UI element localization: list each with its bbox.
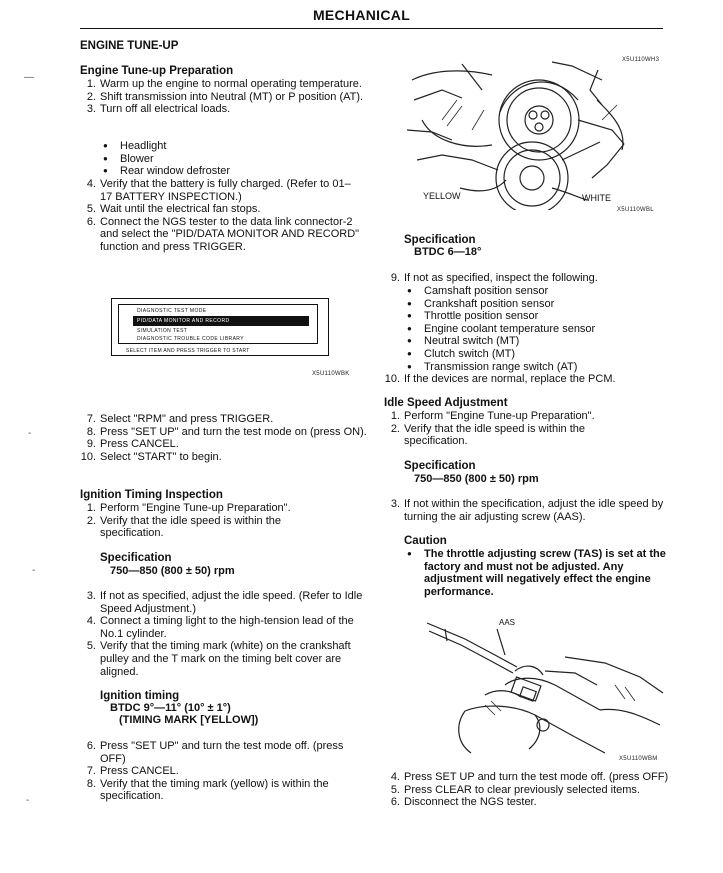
margin-mark: - bbox=[26, 795, 30, 806]
figure-code-top: X5U110WH3 bbox=[622, 57, 660, 63]
list-item: 2. Verify that the idle speed is within the specification. bbox=[390, 422, 585, 448]
list-item: 10. If the devices are normal, replace the PCM. bbox=[384, 373, 616, 385]
ignition-timing-heading: Ignition timing bbox=[100, 690, 180, 702]
ignition-timing-value: BTDC 9°—11° (10° ± 1°) bbox=[110, 702, 231, 714]
list-item: ● Transmission range switch (AT) bbox=[404, 361, 664, 374]
margin-mark: — bbox=[24, 72, 34, 83]
idle-title: Idle Speed Adjustment bbox=[384, 397, 508, 409]
loads-list bbox=[100, 140, 360, 178]
list-item: 6. Disconnect the NGS tester. bbox=[390, 796, 537, 809]
spec-value: BTDC 6—18° bbox=[414, 246, 482, 258]
margin-mark: - bbox=[32, 565, 36, 576]
list-item: 6. Press "SET UP" and turn the test mode off. (press OFF) bbox=[86, 740, 344, 765]
idle-steps bbox=[384, 410, 629, 448]
list-item: 8. Verify that the timing mark (yellow) is within the specification. bbox=[86, 777, 329, 803]
list-item: 8. Press "SET UP" and turn the test mode on (press ON). bbox=[86, 425, 367, 438]
list-item: ● Camshaft position sensor bbox=[404, 285, 664, 298]
section-title: ENGINE TUNE-UP bbox=[80, 40, 179, 52]
prep-steps bbox=[80, 78, 370, 116]
figure-code-bottom: X5U110WBL bbox=[617, 207, 654, 213]
list-item: 2. Shift transmission into Neutral (MT) or P position (AT). bbox=[86, 90, 364, 103]
caution-heading: Caution bbox=[404, 535, 447, 547]
list-item: 6. Connect the NGS tester to the data link connector-2 and select the "PID/DATA MONITOR AND RECORD" function and press TRIGGER. bbox=[86, 215, 360, 253]
crankshaft-pulley-figure bbox=[402, 60, 642, 210]
idle-steps-2 bbox=[384, 771, 674, 809]
list-item: 1. Perform "Engine Tune-up Preparation". bbox=[86, 502, 291, 514]
figure-caption: X5U110WBK bbox=[312, 371, 350, 377]
list-item: 2. Verify that the idle speed is within the specification. bbox=[86, 514, 281, 540]
list-item: 4. Connect a timing light to the high-tension lead of the No.1 cylinder. bbox=[86, 615, 354, 640]
prep-steps-2 bbox=[80, 178, 362, 254]
timing-steps-3 bbox=[80, 740, 370, 803]
step-9 bbox=[384, 272, 684, 285]
list-item: ● Headlight bbox=[100, 140, 360, 153]
steps-7-10 bbox=[80, 413, 370, 463]
list-item: ● Blower bbox=[100, 153, 360, 166]
label-yellow: YELLOW bbox=[423, 191, 461, 201]
list-item: 3. Turn off all electrical loads. bbox=[86, 103, 231, 116]
list-item: 5. Verify that the timing mark (white) on the crankshaft pulley and the T mark on the timing belt cover are aligned. bbox=[86, 640, 351, 678]
margin-mark: - bbox=[28, 428, 32, 439]
list-item: ● Rear window defroster bbox=[100, 165, 360, 178]
timing-steps-2 bbox=[80, 590, 365, 678]
diag-bottom-text: SELECT ITEM AND PRESS TRIGGER TO START bbox=[126, 348, 250, 354]
list-item: ● Clutch switch (MT) bbox=[404, 348, 664, 361]
list-item: 7. Select "RPM" and press TRIGGER. bbox=[86, 413, 274, 425]
inspect-list bbox=[404, 285, 664, 373]
spec-value: 750—850 (800 ± 50) rpm bbox=[110, 565, 235, 577]
spec-heading: Specification bbox=[404, 234, 476, 246]
diag-line: DIAGNOSTIC TROUBLE CODE LIBRARY bbox=[137, 336, 244, 342]
list-item: 3. If not within the specification, adjust the idle speed by turning the air adjusting screw (AAS). bbox=[390, 498, 664, 523]
list-item: 7. Press CANCEL. bbox=[86, 765, 179, 778]
list-item: 4. Verify that the battery is fully charged. (Refer to 01–17 BATTERY INSPECTION.) bbox=[86, 178, 351, 203]
spec-value: 750—850 (800 ± 50) rpm bbox=[414, 473, 539, 485]
idle-step-3 bbox=[384, 498, 674, 523]
figure-caption: X5U110WBM bbox=[619, 756, 658, 762]
ignition-timing-mark: (TIMING MARK [YELLOW]) bbox=[119, 714, 259, 726]
list-item: 3. If not as specified, adjust the idle speed. (Refer to Idle Speed Adjustment.) bbox=[86, 590, 363, 615]
header-rule bbox=[80, 28, 663, 29]
diagnostic-screen-figure bbox=[111, 298, 329, 356]
list-item: 9. Press CANCEL. bbox=[86, 438, 179, 451]
list-item: 1. Warm up the engine to normal operating temperature. bbox=[86, 78, 362, 90]
spec-heading: Specification bbox=[404, 460, 476, 472]
caution-list bbox=[404, 548, 672, 598]
list-item: 10. Select "START" to begin. bbox=[80, 450, 222, 463]
prep-title: Engine Tune-up Preparation bbox=[80, 65, 234, 77]
spec-heading: Specification bbox=[100, 552, 172, 564]
list-item: ● Crankshaft position sensor bbox=[404, 298, 664, 311]
list-item: ● Throttle position sensor bbox=[404, 310, 664, 323]
diag-line: SIMULATION TEST bbox=[137, 328, 188, 334]
diagnostic-screen-inner bbox=[118, 304, 318, 344]
list-item: 5. Press CLEAR to clear previously selected items. bbox=[390, 783, 640, 796]
list-item: 5. Wait until the electrical fan stops. bbox=[86, 203, 261, 216]
air-adjusting-screw-figure bbox=[425, 615, 665, 755]
list-item: 4. Press SET UP and turn the test mode off. (press OFF) bbox=[390, 771, 669, 783]
timing-steps bbox=[80, 502, 340, 540]
page-title: MECHANICAL bbox=[312, 7, 411, 23]
list-item: ● Neutral switch (MT) bbox=[404, 335, 664, 348]
diag-line: DIAGNOSTIC TEST MODE bbox=[137, 308, 207, 314]
caution-text: ● The throttle adjusting screw (TAS) is set at the factory and must not be adjusted. Any adjustment will negatively effect the engine performance. bbox=[404, 548, 672, 598]
step-10 bbox=[384, 373, 684, 386]
diag-line-selected: PID/DATA MONITOR AND RECORD bbox=[137, 318, 230, 324]
list-item: ● Engine coolant temperature sensor bbox=[404, 323, 664, 336]
timing-title: Ignition Timing Inspection bbox=[80, 489, 223, 501]
list-item: 9. If not as specified, inspect the following. bbox=[390, 272, 598, 284]
list-item: 1. Perform "Engine Tune-up Preparation". bbox=[390, 410, 595, 422]
label-aas: AAS bbox=[499, 618, 516, 627]
label-white: WHITE bbox=[582, 193, 611, 203]
